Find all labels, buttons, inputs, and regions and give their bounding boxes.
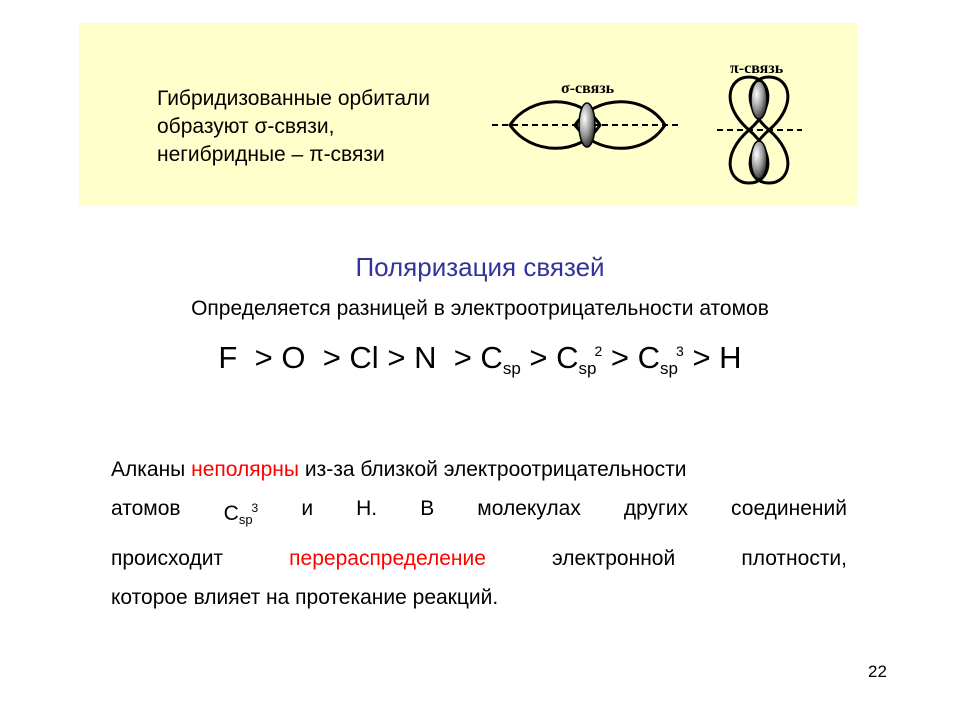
slide-title: Поляризация связей xyxy=(355,252,605,282)
gt-sign: > xyxy=(322,340,341,375)
alkanes-paragraph xyxy=(111,450,847,617)
sigma-bond-label: σ-связь xyxy=(561,80,615,97)
atom-c-sp3: $C_{sp}^3$ xyxy=(637,340,684,378)
atom-n: N xyxy=(414,340,437,375)
gt-sign: > xyxy=(692,340,711,375)
box-line-1: Гибридизованные орбитали xyxy=(157,87,430,110)
atom-o: O xyxy=(281,340,306,375)
sigma-bond-orbitals xyxy=(492,102,682,149)
para-line-3: происходит перераспределение электронной плотности, xyxy=(111,539,847,578)
orbital-diagram xyxy=(480,45,825,195)
box-line-3: негибридные – π-связи xyxy=(157,143,385,166)
pi-bond-orbitals xyxy=(717,77,802,183)
atom-h: H xyxy=(719,340,742,375)
atom-c-sp: $C_{sp}$ xyxy=(480,340,521,378)
page-number: 22 xyxy=(868,662,887,681)
highlight-redistribution: перераспределение xyxy=(289,547,486,570)
gt-sign: > xyxy=(610,340,630,375)
box-line-2: образуют σ-связи, xyxy=(157,115,335,138)
gt-sign: > xyxy=(254,340,273,375)
gt-sign: > xyxy=(387,340,406,375)
atom-cl: Cl xyxy=(349,340,379,375)
pi-bond-label: π-связь xyxy=(730,60,784,77)
slide-subtitle: Определяется разницей в электроотрицательности атомов xyxy=(191,297,769,320)
atom-c-sp2: $C_{sp}^2$ xyxy=(556,340,603,378)
box-text xyxy=(157,85,487,169)
para-line-4: которое влияет на протекание реакций. xyxy=(111,586,499,609)
para-line-1: Алканы неполярны из-за близкой электроотрицательности xyxy=(111,458,687,481)
electronegativity-series xyxy=(0,340,960,379)
para-line-2: атомов $C_{sp}^3$ и H. В молекулах других соединений xyxy=(111,497,847,527)
highlight-nonpolar: неполярны xyxy=(191,458,299,481)
gt-sign: > xyxy=(453,340,472,375)
atom-f: F xyxy=(218,340,238,375)
gt-sign: > xyxy=(529,340,548,375)
